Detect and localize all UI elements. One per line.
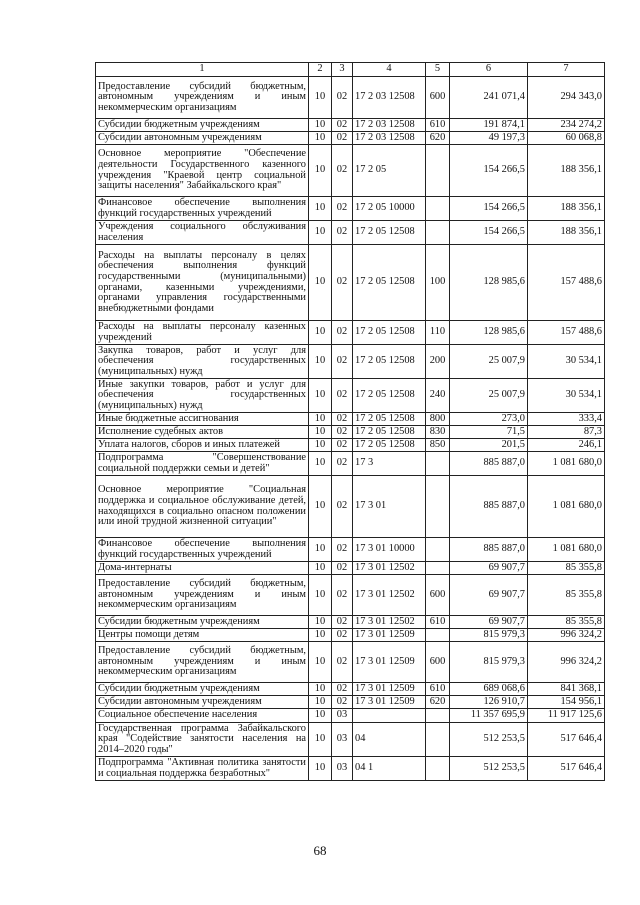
cell-amount-year2: 188 356,1	[528, 197, 605, 221]
cell-section: 10	[309, 476, 332, 538]
cell-amount-year1: 11 357 695,9	[450, 709, 528, 723]
cell-name: Предоставление субсидий бюджетным, автономным учреждениям и иным некоммерческим организациям	[96, 642, 309, 683]
cell-amount-year1: 201,5	[450, 439, 528, 452]
cell-section: 10	[309, 321, 332, 345]
cell-target-article: 17 3 01 12502	[353, 562, 426, 575]
table-row	[96, 439, 605, 452]
cell-name: Государственная программа Забайкальского края "Содействие занятости населения на 2014–2020 годы"	[96, 723, 309, 757]
cell-target-article: 17 3	[353, 452, 426, 476]
cell-subsection: 02	[332, 683, 353, 696]
cell-amount-year2: 1 081 680,0	[528, 476, 605, 538]
cell-amount-year1: 154 266,5	[450, 145, 528, 197]
cell-subsection: 03	[332, 757, 353, 781]
table-row	[96, 696, 605, 709]
table-row	[96, 197, 605, 221]
cell-expense-type: 200	[426, 345, 450, 379]
header-cell: 3	[332, 63, 353, 77]
cell-section: 10	[309, 629, 332, 642]
cell-amount-year1: 69 907,7	[450, 575, 528, 616]
cell-target-article: 04	[353, 723, 426, 757]
table-row	[96, 723, 605, 757]
cell-target-article: 17 2 05 12508	[353, 345, 426, 379]
cell-amount-year2: 60 068,8	[528, 132, 605, 145]
cell-section: 10	[309, 723, 332, 757]
cell-subsection: 02	[332, 132, 353, 145]
cell-expense-type: 600	[426, 575, 450, 616]
cell-target-article: 17 2 05 12508	[353, 439, 426, 452]
cell-name: Предоставление субсидий бюджетным, автономным учреждениям и иным некоммерческим организациям	[96, 77, 309, 119]
cell-name: Подпрограмма "Активная политика занятости и социальная поддержка безработных"	[96, 757, 309, 781]
cell-subsection: 03	[332, 709, 353, 723]
cell-name: Расходы на выплаты персоналу казенных учреждений	[96, 321, 309, 345]
cell-amount-year1: 71,5	[450, 426, 528, 439]
table-row	[96, 132, 605, 145]
cell-subsection: 02	[332, 426, 353, 439]
cell-amount-year2: 85 355,8	[528, 562, 605, 575]
cell-target-article: 04 1	[353, 757, 426, 781]
table-row	[96, 452, 605, 476]
cell-section: 10	[309, 709, 332, 723]
cell-expense-type: 610	[426, 616, 450, 629]
header-cell: 2	[309, 63, 332, 77]
cell-target-article: 17 2 03 12508	[353, 119, 426, 132]
cell-name: Учреждения социального обслуживания населения	[96, 221, 309, 245]
cell-target-article: 17 2 05 12508	[353, 426, 426, 439]
table-row	[96, 145, 605, 197]
table-row	[96, 119, 605, 132]
cell-amount-year1: 154 266,5	[450, 197, 528, 221]
cell-target-article	[353, 709, 426, 723]
table-row	[96, 757, 605, 781]
cell-amount-year1: 128 985,6	[450, 321, 528, 345]
table-row	[96, 426, 605, 439]
cell-section: 10	[309, 683, 332, 696]
cell-subsection: 02	[332, 696, 353, 709]
cell-expense-type: 620	[426, 132, 450, 145]
table-row	[96, 616, 605, 629]
cell-section: 10	[309, 642, 332, 683]
cell-amount-year1: 815 979,3	[450, 642, 528, 683]
cell-name: Предоставление субсидий бюджетным, автономным учреждениям и иным некоммерческим организациям	[96, 575, 309, 616]
cell-subsection: 02	[332, 562, 353, 575]
cell-target-article: 17 3 01	[353, 476, 426, 538]
cell-expense-type	[426, 476, 450, 538]
cell-subsection: 02	[332, 476, 353, 538]
cell-subsection: 02	[332, 77, 353, 119]
cell-amount-year1: 25 007,9	[450, 379, 528, 413]
cell-expense-type	[426, 538, 450, 562]
cell-section: 10	[309, 197, 332, 221]
cell-name: Дома-интернаты	[96, 562, 309, 575]
table-row	[96, 476, 605, 538]
cell-name: Расходы на выплаты персоналу в целях обеспечения выполнения функций государственными (муниципальными) органами, казенными учреждениями, органами управления государственными внебюджетными фондами	[96, 245, 309, 321]
cell-expense-type	[426, 629, 450, 642]
cell-amount-year2: 517 646,4	[528, 757, 605, 781]
cell-name: Субсидии бюджетным учреждениям	[96, 119, 309, 132]
cell-expense-type: 110	[426, 321, 450, 345]
cell-amount-year1: 512 253,5	[450, 757, 528, 781]
cell-amount-year1: 154 266,5	[450, 221, 528, 245]
cell-amount-year2: 30 534,1	[528, 345, 605, 379]
cell-expense-type	[426, 145, 450, 197]
cell-amount-year2: 157 488,6	[528, 245, 605, 321]
cell-target-article: 17 2 03 12508	[353, 77, 426, 119]
cell-amount-year2: 85 355,8	[528, 616, 605, 629]
cell-subsection: 02	[332, 197, 353, 221]
table-row	[96, 321, 605, 345]
cell-amount-year2: 85 355,8	[528, 575, 605, 616]
table-row	[96, 221, 605, 245]
cell-amount-year2: 188 356,1	[528, 145, 605, 197]
cell-amount-year1: 885 887,0	[450, 538, 528, 562]
cell-target-article: 17 3 01 12509	[353, 629, 426, 642]
cell-amount-year1: 128 985,6	[450, 245, 528, 321]
cell-amount-year1: 885 887,0	[450, 476, 528, 538]
cell-amount-year1: 126 910,7	[450, 696, 528, 709]
cell-target-article: 17 3 01 12502	[353, 616, 426, 629]
table-row	[96, 379, 605, 413]
table-row	[96, 245, 605, 321]
cell-expense-type: 240	[426, 379, 450, 413]
table-body	[96, 77, 605, 781]
cell-section: 10	[309, 119, 332, 132]
cell-subsection: 02	[332, 642, 353, 683]
cell-expense-type	[426, 562, 450, 575]
cell-name: Социальное обеспечение населения	[96, 709, 309, 723]
header-row	[96, 63, 605, 77]
cell-name: Закупка товаров, работ и услуг для обеспечения государственных (муниципальных) нужд	[96, 345, 309, 379]
cell-section: 10	[309, 379, 332, 413]
header-cell: 4	[353, 63, 426, 77]
cell-expense-type: 850	[426, 439, 450, 452]
cell-section: 10	[309, 132, 332, 145]
cell-amount-year2: 157 488,6	[528, 321, 605, 345]
cell-subsection: 02	[332, 119, 353, 132]
cell-section: 10	[309, 439, 332, 452]
cell-amount-year1: 49 197,3	[450, 132, 528, 145]
cell-amount-year2: 188 356,1	[528, 221, 605, 245]
cell-target-article: 17 2 05 12508	[353, 321, 426, 345]
cell-subsection: 02	[332, 145, 353, 197]
table-row	[96, 642, 605, 683]
cell-target-article: 17 2 03 12508	[353, 132, 426, 145]
cell-name: Субсидии автономным учреждениям	[96, 132, 309, 145]
cell-subsection: 02	[332, 439, 353, 452]
cell-expense-type	[426, 221, 450, 245]
cell-amount-year2: 1 081 680,0	[528, 538, 605, 562]
cell-amount-year1: 512 253,5	[450, 723, 528, 757]
cell-expense-type: 600	[426, 642, 450, 683]
cell-section: 10	[309, 145, 332, 197]
cell-name: Основное мероприятие "Социальная поддержка и социальное обслуживание детей, находящихся в социально опасном положении или иной трудной жизненной ситуации"	[96, 476, 309, 538]
cell-amount-year2: 333,4	[528, 413, 605, 426]
cell-name: Уплата налогов, сборов и иных платежей	[96, 439, 309, 452]
cell-name: Основное мероприятие "Обеспечение деятельности Государственного казенного учреждения "Краевой центр социальной защиты населения" Забайкальского края"	[96, 145, 309, 197]
cell-section: 10	[309, 562, 332, 575]
cell-target-article: 17 2 05 12508	[353, 413, 426, 426]
budget-table	[95, 62, 605, 781]
cell-target-article: 17 2 05 12508	[353, 379, 426, 413]
cell-amount-year2: 11 917 125,6	[528, 709, 605, 723]
cell-amount-year2: 294 343,0	[528, 77, 605, 119]
cell-section: 10	[309, 245, 332, 321]
cell-section: 10	[309, 616, 332, 629]
cell-section: 10	[309, 757, 332, 781]
cell-expense-type	[426, 723, 450, 757]
cell-name: Иные бюджетные ассигнования	[96, 413, 309, 426]
cell-name: Субсидии автономным учреждениям	[96, 696, 309, 709]
cell-section: 10	[309, 345, 332, 379]
cell-subsection: 02	[332, 575, 353, 616]
cell-subsection: 02	[332, 616, 353, 629]
cell-subsection: 02	[332, 629, 353, 642]
cell-amount-year2: 1 081 680,0	[528, 452, 605, 476]
cell-name: Исполнение судебных актов	[96, 426, 309, 439]
cell-target-article: 17 2 05 12508	[353, 221, 426, 245]
cell-amount-year1: 69 907,7	[450, 616, 528, 629]
cell-target-article: 17 3 01 12502	[353, 575, 426, 616]
cell-subsection: 02	[332, 321, 353, 345]
table-row	[96, 538, 605, 562]
cell-target-article: 17 2 05 12508	[353, 245, 426, 321]
header-cell: 5	[426, 63, 450, 77]
cell-section: 10	[309, 426, 332, 439]
cell-target-article: 17 3 01 10000	[353, 538, 426, 562]
cell-name: Иные закупки товаров, работ и услуг для обеспечения государственных (муниципальных) нужд	[96, 379, 309, 413]
table-row	[96, 683, 605, 696]
cell-amount-year2: 841 368,1	[528, 683, 605, 696]
cell-amount-year1: 25 007,9	[450, 345, 528, 379]
cell-expense-type: 610	[426, 683, 450, 696]
cell-section: 10	[309, 413, 332, 426]
cell-section: 10	[309, 696, 332, 709]
cell-amount-year2: 996 324,2	[528, 629, 605, 642]
table-row	[96, 77, 605, 119]
cell-amount-year2: 246,1	[528, 439, 605, 452]
cell-expense-type	[426, 197, 450, 221]
cell-amount-year2: 154 956,1	[528, 696, 605, 709]
cell-amount-year2: 234 274,2	[528, 119, 605, 132]
cell-target-article: 17 2 05 10000	[353, 197, 426, 221]
cell-name: Субсидии бюджетным учреждениям	[96, 616, 309, 629]
cell-section: 10	[309, 575, 332, 616]
cell-target-article: 17 3 01 12509	[353, 696, 426, 709]
table-row	[96, 562, 605, 575]
cell-subsection: 02	[332, 379, 353, 413]
cell-subsection: 02	[332, 245, 353, 321]
cell-amount-year1: 241 071,4	[450, 77, 528, 119]
table-row	[96, 629, 605, 642]
page-number: 68	[313, 843, 327, 858]
cell-subsection: 03	[332, 723, 353, 757]
cell-expense-type: 100	[426, 245, 450, 321]
cell-amount-year1: 815 979,3	[450, 629, 528, 642]
cell-amount-year1: 689 068,6	[450, 683, 528, 696]
cell-amount-year2: 517 646,4	[528, 723, 605, 757]
cell-subsection: 02	[332, 452, 353, 476]
header-cell: 6	[450, 63, 528, 77]
table-row	[96, 709, 605, 723]
cell-expense-type: 620	[426, 696, 450, 709]
cell-amount-year2: 996 324,2	[528, 642, 605, 683]
cell-amount-year1: 191 874,1	[450, 119, 528, 132]
cell-amount-year1: 885 887,0	[450, 452, 528, 476]
table-row	[96, 345, 605, 379]
cell-name: Центры помощи детям	[96, 629, 309, 642]
table-row	[96, 575, 605, 616]
cell-target-article: 17 3 01 12509	[353, 642, 426, 683]
cell-expense-type	[426, 452, 450, 476]
cell-section: 10	[309, 452, 332, 476]
cell-target-article: 17 3 01 12509	[353, 683, 426, 696]
cell-subsection: 02	[332, 413, 353, 426]
cell-amount-year2: 30 534,1	[528, 379, 605, 413]
cell-amount-year1: 273,0	[450, 413, 528, 426]
header-cell: 7	[528, 63, 605, 77]
cell-target-article: 17 2 05	[353, 145, 426, 197]
cell-name: Субсидии бюджетным учреждениям	[96, 683, 309, 696]
cell-section: 10	[309, 77, 332, 119]
cell-expense-type: 830	[426, 426, 450, 439]
cell-name: Подпрограмма "Совершенствование социальной поддержки семьи и детей"	[96, 452, 309, 476]
cell-section: 10	[309, 221, 332, 245]
cell-subsection: 02	[332, 538, 353, 562]
cell-expense-type	[426, 757, 450, 781]
cell-subsection: 02	[332, 221, 353, 245]
header-cell: 1	[96, 63, 309, 77]
cell-expense-type	[426, 709, 450, 723]
cell-expense-type: 800	[426, 413, 450, 426]
cell-expense-type: 610	[426, 119, 450, 132]
cell-expense-type: 600	[426, 77, 450, 119]
cell-section: 10	[309, 538, 332, 562]
cell-name: Финансовое обеспечение выполнения функций государственных учреждений	[96, 197, 309, 221]
cell-amount-year2: 87,3	[528, 426, 605, 439]
cell-name: Финансовое обеспечение выполнения функций государственных учреждений	[96, 538, 309, 562]
table-row	[96, 413, 605, 426]
cell-amount-year1: 69 907,7	[450, 562, 528, 575]
cell-subsection: 02	[332, 345, 353, 379]
